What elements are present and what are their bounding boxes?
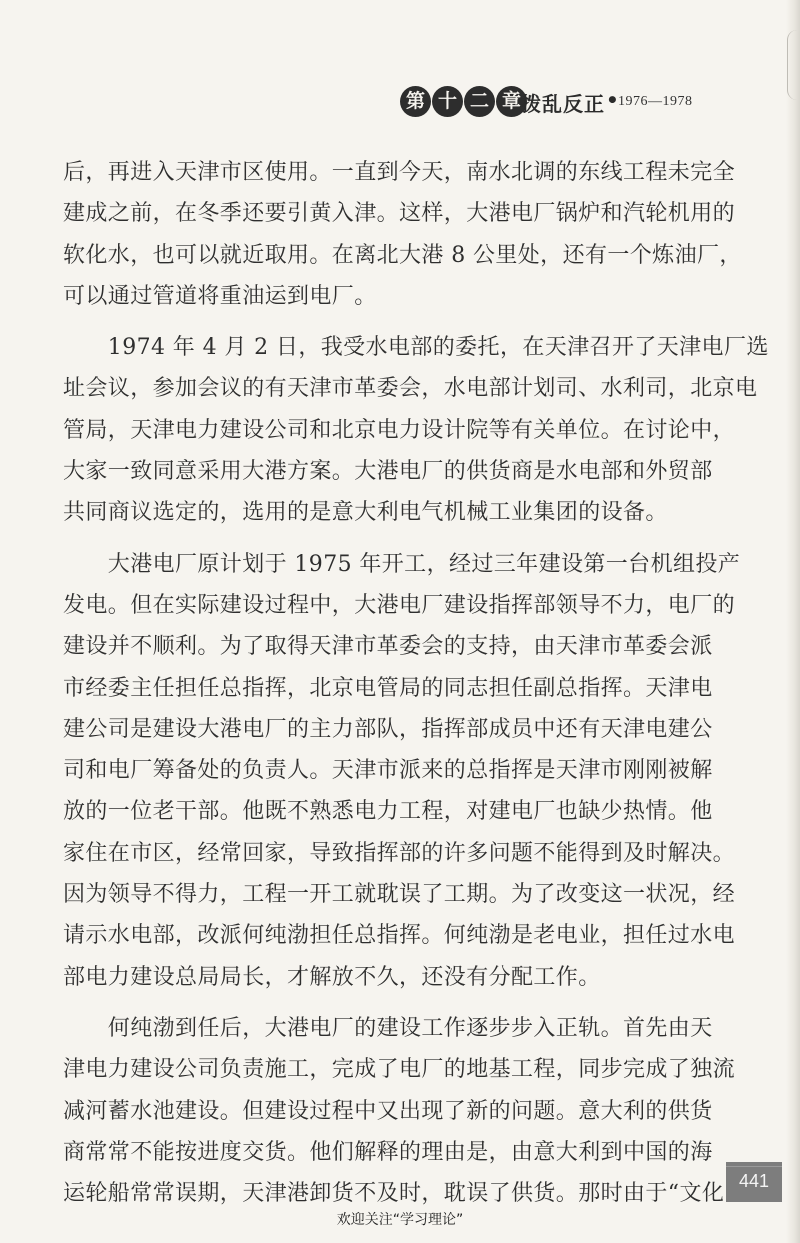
text-line: 商常常不能按进度交货。他们解释的理由是，由意大利到中国的海 — [63, 1139, 713, 1165]
chapter-char: 章 — [496, 86, 527, 117]
chapter-label — [400, 86, 527, 117]
text-line: 放的一位老干部。他既不熟悉电力工程，对建电厂也缺少热情。他 — [63, 799, 713, 825]
chapter-title: 拨乱反正 — [521, 92, 605, 116]
text-line: 何纯渤到任后，大港电厂的建设工作逐步步入正轨。首先由天 — [63, 1015, 713, 1041]
text-line: 1974 年 4 月 2 日，我受水电部的委托，在天津召开了天津电厂选 — [63, 335, 769, 361]
chapter-char: 第 — [400, 86, 431, 117]
text-line: 因为领导不得力，工程一开工就耽误了工期。为了改变这一状况，经 — [63, 882, 736, 908]
text-line: 发电。但在实际建设过程中，大港电厂建设指挥部领导不力，电厂的 — [63, 592, 736, 618]
paragraph — [63, 1008, 736, 1214]
text-line: 请示水电部，改派何纯渤担任总指挥。何纯渤是老电业，担任过水电 — [63, 923, 736, 949]
text-line: 建设并不顺利。为了取得天津市革委会的支持，由天津市革委会派 — [63, 634, 713, 660]
text-line: 可以通过管道将重油运到电厂。 — [63, 283, 377, 309]
paragraph — [63, 544, 741, 998]
text-line: 部电力建设总局局长，才解放不久，还没有分配工作。 — [63, 964, 601, 990]
text-line: 共同商议选定的，选用的是意大利电气机械工业集团的设备。 — [63, 500, 668, 526]
paragraph — [63, 327, 769, 533]
page-edge — [786, 0, 800, 1243]
text-line: 家住在市区，经常回家，导致指挥部的许多问题不能得到及时解决。 — [63, 840, 736, 866]
text-line: 大家一致同意采用大港方案。大港电厂的供货商是水电部和外贸部 — [63, 459, 713, 485]
page-curl — [787, 30, 798, 100]
text-line: 大港电厂原计划于 1975 年开工，经过三年建设第一台机组投产 — [63, 551, 741, 577]
chapter-char: 十 — [432, 86, 463, 117]
text-line: 软化水，也可以就近取用。在离北大港 8 公里处，还有一个炼油厂， — [63, 242, 742, 268]
text-line: 管局，天津电力建设公司和北京电力设计院等有关单位。在讨论中， — [63, 417, 736, 443]
page-number-tab — [726, 1162, 782, 1202]
running-header — [0, 86, 720, 120]
text-line: 津电力建设公司负责施工，完成了电厂的地基工程，同步完成了独流 — [63, 1057, 736, 1083]
text-line: 建公司是建设大港电厂的主力部队，指挥部成员中还有天津电建公 — [63, 716, 713, 742]
text-line: 址会议，参加会议的有天津市革委会，水电部计划司、水利司，北京电 — [63, 376, 758, 402]
text-line: 建成之前，在冬季还要引黄入津。这样，大港电厂锅炉和汽轮机用的 — [63, 201, 736, 227]
page-number: 441 — [738, 1171, 770, 1191]
chapter-years: 1976—1978 — [618, 94, 693, 109]
chapter-char: 二 — [464, 86, 495, 117]
text-line: 司和电厂筹备处的负责人。天津市派来的总指挥是天津市刚刚被解 — [63, 758, 713, 784]
text-line: 市经委主任担任总指挥，北京电管局的同志担任副总指挥。天津电 — [63, 675, 713, 701]
text-line: 减河蓄水池建设。但建设过程中又出现了新的问题。意大利的供货 — [63, 1098, 713, 1124]
footer-caption: 欢迎关注“学习理论” — [336, 1212, 464, 1228]
text-line: 后，再进入天津市区使用。一直到今天，南水北调的东线工程未完全 — [63, 160, 736, 185]
paragraph — [63, 152, 742, 317]
text-line: 运轮船常常误期，天津港卸货不及时，耽误了供货。那时由于“文化 — [63, 1181, 725, 1207]
header-separator: • — [606, 88, 619, 112]
